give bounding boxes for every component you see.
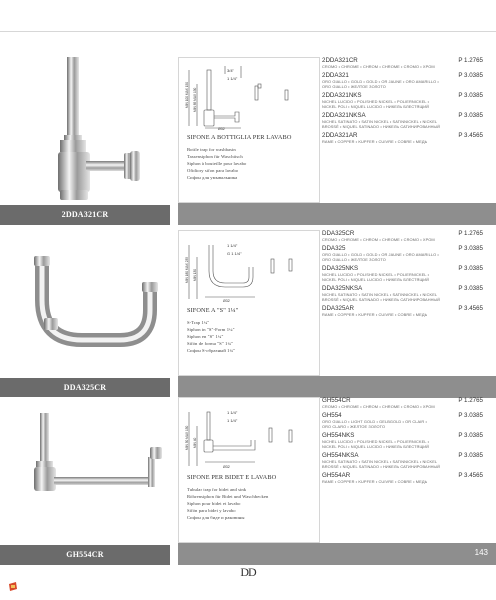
variant-price: P 3.0385: [458, 245, 483, 252]
translation-line: Bottle trap for washbasin: [187, 147, 236, 152]
variant-price: P 3.4565: [458, 472, 483, 479]
variant-finish: NICHEL SATINATO • SATIN NICKEL • SATINNICKEL • NICKEL: [322, 119, 438, 124]
variant-finish: ORO GIALLO • GOLD • GOLD • OR JAUNE • ORO AMARILLO •: [322, 252, 439, 257]
variant-item: [322, 132, 486, 144]
vertical-dim-label: MIN 40: [193, 437, 197, 448]
variant-price: P 3.0385: [458, 112, 483, 119]
variant-list: [322, 397, 486, 543]
product-card: [178, 230, 320, 376]
variant-item: [322, 112, 486, 129]
variant-item: [322, 230, 486, 242]
variant-price: P 3.0385: [458, 452, 483, 459]
variant-item: [322, 285, 486, 302]
dim-label: Ø32: [218, 127, 225, 130]
variant-item: [322, 305, 486, 317]
product-photo: [0, 57, 170, 225]
dim-label: 1 1/4": [227, 410, 238, 415]
variant-finish: NICHEL LUCIDO • POLISHED NICKEL • POLIERNICKEL •: [322, 272, 430, 277]
variant-finish: BROSSÉ • NIQUEL SATINADO • НИКЕЛЬ САТИНИРОВАННЫЙ: [322, 464, 440, 469]
dim-label: 1 1/4": [227, 243, 238, 248]
variant-finish: ORO GIALLO • GOLD • GOLD • OR JAUNE • ORO AMARILLO •: [322, 79, 439, 84]
variant-item: [322, 265, 486, 282]
variant-finish: ORO CLARO • ЖЕЛТОЕ ЗОЛОТО: [322, 424, 386, 429]
product-code-caption: 2DDA321CR: [0, 205, 170, 225]
translation-line: S-Trap 1¼": [187, 320, 210, 325]
variant-code: DDA325NKS: [322, 265, 359, 272]
variant-finish: CROMO • CHROME • CHROM • CHROME • CROMO • ХРОМ: [322, 237, 435, 242]
translation-line: Сифон S-образный 1¼": [187, 348, 236, 353]
vertical-dim-label: MIN 130: [193, 268, 197, 281]
section-band: [178, 376, 496, 398]
product-translations: [187, 486, 317, 521]
technical-drawing: [185, 237, 313, 303]
variant-code: GH554: [322, 412, 342, 419]
s-trap-image: [0, 230, 170, 378]
variant-finish: ORO GIALLO • LIGHT GOLD • GELBGOLD • OR CLAIR •: [322, 419, 427, 424]
translation-line: Ofidiory sifon para lavabo: [187, 168, 239, 173]
translation-line: Сифон для биде и раковины: [187, 515, 245, 520]
product-code-caption: DDA325CR: [0, 378, 170, 398]
bottle-trap-image: [0, 57, 170, 205]
section-band: [178, 543, 496, 565]
variant-price: P 3.4565: [458, 132, 483, 139]
product-photo: [0, 230, 170, 398]
translation-line: Siphon à bouteille pour lavabo: [187, 161, 247, 166]
variant-item: [322, 412, 486, 429]
variant-finish: NICKEL POLI • NIQUEL LUCIDO • НИКЕЛЬ БЛЕСТЯЩИЙ: [322, 444, 430, 449]
dim-label: 3/4": [227, 68, 234, 73]
product-photo: [0, 397, 170, 565]
variant-price: P 3.0385: [458, 72, 483, 79]
section-band: [178, 203, 496, 225]
variant-list: [322, 57, 486, 203]
technical-drawing: [185, 404, 313, 470]
dim-label: 1 1/4": [227, 76, 238, 81]
dim-label: 1 1/4": [227, 418, 238, 423]
product-translations: [187, 319, 317, 354]
variant-finish: NICHEL LUCIDO • POLISHED NICKEL • POLIERNICKEL •: [322, 439, 430, 444]
translation-line: Sifón de forma "S" 1¼": [187, 341, 233, 346]
variant-finish: BROSSÉ • NIQUEL SATINADO • НИКЕЛЬ САТИНИРОВАННЫЙ: [322, 297, 440, 302]
variant-finish: RAME • COPPER • KUPFER • CUIVRE • COBRE • МЕДЬ: [322, 312, 428, 317]
translation-line: Sifón para bidet y lavabo: [187, 508, 236, 513]
variant-price: P 1.2765: [458, 397, 483, 404]
variant-code: DDA325: [322, 245, 346, 252]
variant-price: P 1.2765: [458, 57, 483, 64]
variant-price: P 1.2765: [458, 230, 483, 237]
product-translations: [187, 146, 317, 181]
variant-item: [322, 452, 486, 469]
variant-price: P 3.4565: [458, 305, 483, 312]
product-title: SIFONE A BOTTIGLIA PER LAVABO: [187, 134, 292, 141]
vertical-dim-label: MIN 50 MAX 150: [185, 425, 189, 450]
variant-code: 2DDA321: [322, 72, 349, 79]
tubular-trap-image: [0, 397, 170, 545]
variant-price: P 3.0385: [458, 432, 483, 439]
vertical-dim-label: MIN 180 MAX 235: [185, 256, 189, 283]
variant-finish: NICHEL SATINATO • SATIN NICKEL • SATINNICKEL • NICKEL: [322, 292, 438, 297]
vertical-dim-label: MIN 85 MAX 130: [193, 87, 197, 112]
stamp-icon: [8, 581, 18, 592]
variant-item: [322, 72, 486, 89]
variant-item: [322, 245, 486, 262]
variant-finish: ORO GIALLO • ЖЕЛТОЕ ЗОЛОТО: [322, 257, 386, 262]
variant-code: GH554CR: [322, 397, 351, 404]
variant-list: [322, 230, 486, 376]
variant-code: 2DDA321NKSA: [322, 112, 366, 119]
product-section: [0, 230, 496, 398]
vertical-dim-label: MIN 100 MAX 150: [185, 81, 189, 108]
translation-line: Tassensiphon für Waschtisch: [187, 154, 243, 159]
product-card: [178, 57, 320, 203]
variant-code: DDA325AR: [322, 305, 354, 312]
variant-finish: NICKEL POLI • NIQUEL LUCIDO • НИКЕЛЬ БЛЕСТЯЩИЙ: [322, 277, 430, 282]
variant-finish: NICHEL LUCIDO • POLISHED NICKEL • POLIERNICKEL •: [322, 99, 430, 104]
variant-code: DDA325CR: [322, 230, 355, 237]
dim-label: Ø32: [223, 465, 230, 469]
translation-line: Siphon in "S"-Form 1¼": [187, 327, 235, 332]
variant-code: GH554NKS: [322, 432, 355, 439]
variant-finish: ORO GIALLO • ЖЕЛТОЕ ЗОЛОТО: [322, 84, 386, 89]
variant-finish: CROMO • CHROME • CHROM • CHROME • CROMO • ХРОМ: [322, 64, 435, 69]
variant-price: P 3.0385: [458, 92, 483, 99]
variant-finish: BROSSÉ • NIQUEL SATINADO • НИКЕЛЬ САТИНИРОВАННЫЙ: [322, 124, 440, 129]
variant-item: [322, 432, 486, 449]
variant-item: [322, 397, 486, 409]
variant-finish: NICHEL SATINATO • SATIN NICKEL • SATINNICKEL • NICKEL: [322, 459, 438, 464]
product-title: SIFONE PER BIDET E LAVABO: [187, 474, 277, 481]
logo-text: DD: [240, 565, 256, 579]
variant-code: 2DDA321CR: [322, 57, 358, 64]
variant-price: P 3.0385: [458, 285, 483, 292]
variant-code: 2DDA321NKS: [322, 92, 362, 99]
translation-line: Röhrensiphon für Bidet und Waschbecken: [187, 494, 269, 499]
translation-line: Siphon en "S" 1¼": [187, 334, 224, 339]
dim-label: G 1 1/4": [227, 251, 242, 256]
product-section: [0, 57, 496, 225]
variant-finish: RAME • COPPER • KUPFER • CUIVRE • COBRE • МЕДЬ: [322, 479, 428, 484]
variant-code: GH554AR: [322, 472, 351, 479]
variant-finish: NICKEL POLI • NIQUEL LUCIDO • НИКЕЛЬ БЛЕСТЯЩИЙ: [322, 104, 430, 109]
product-title: SIFONE A "S" 1¼": [187, 307, 239, 314]
variant-item: [322, 57, 486, 69]
variant-code: GH554NKSA: [322, 452, 359, 459]
brand-logo: [230, 565, 266, 579]
variant-item: [322, 472, 486, 484]
variant-item: [322, 92, 486, 109]
variant-finish: RAME • COPPER • KUPFER • CUIVRE • COBRE • МЕДЬ: [322, 139, 428, 144]
variant-price: P 3.0385: [458, 412, 483, 419]
variant-finish: CROMO • CHROME • CHROM • CHROME • CROMO • ХРОМ: [322, 404, 435, 409]
product-card: [178, 397, 320, 543]
variant-code: 2DDA321AR: [322, 132, 358, 139]
technical-drawing: [185, 64, 313, 130]
page-number: 143: [474, 548, 488, 557]
translation-line: Сифон для умывальника: [187, 175, 238, 180]
product-code-caption: GH554CR: [0, 545, 170, 565]
variant-price: P 3.0385: [458, 265, 483, 272]
dim-label: Ø32: [223, 299, 230, 303]
product-section: [0, 397, 496, 565]
variant-code: DDA325NKSA: [322, 285, 363, 292]
translation-line: Tubular trap for bidet and sink: [187, 487, 247, 492]
translation-line: Siphon pour bidet et lavabo: [187, 501, 241, 506]
top-rule: [0, 31, 496, 32]
